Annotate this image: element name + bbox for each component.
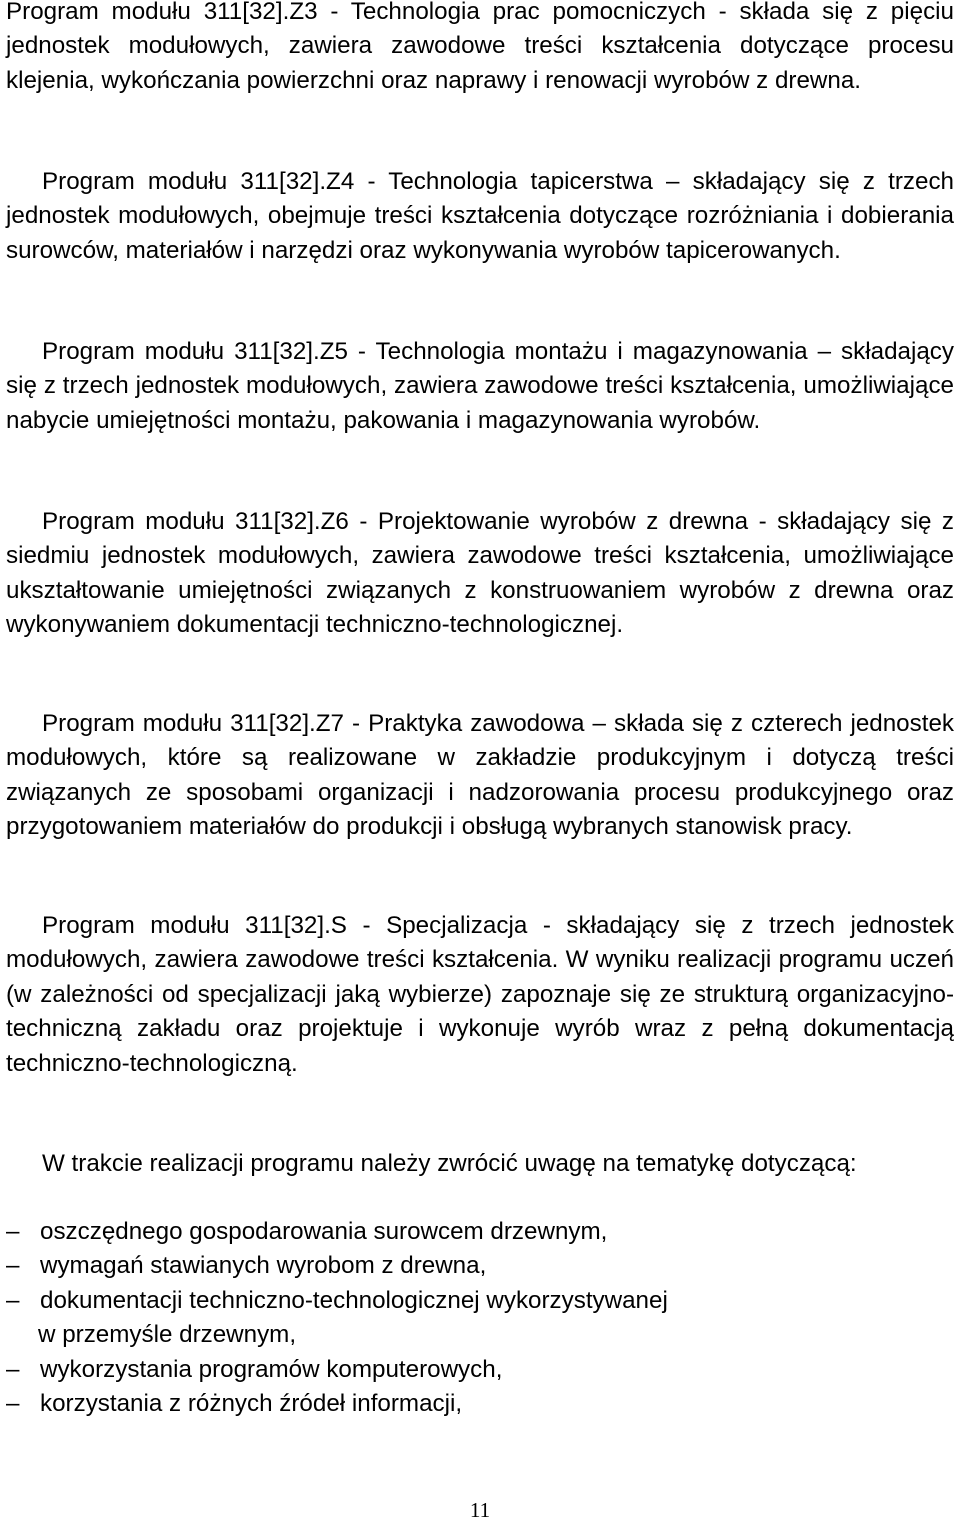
list-item [6,1387,954,1421]
dash-bullet: – [6,1252,20,1280]
list-item-text: korzystania z różnych źródeł informacji, [40,1390,463,1418]
list-item-text: w przemyśle drzewnym, [38,1321,297,1349]
list-item-continuation [6,1318,954,1352]
list-item-text: dokumentacji techniczno-technologicznej wykorzystywanej [40,1286,668,1314]
list-item [6,1215,954,1249]
paragraph-module-z7: Program modułu 311[32].Z7 - Praktyka zawodowa – składa się z czterech jednostek modułowych, które są realizowane w zakładzie produkcyjnym i dotyczą treści związanych ze sposobami organizacji i nadzorowania procesu produkcyjnego oraz przygotowaniem materiałów do produkcji i obsługą wybranych stanowisk pracy. [6,710,954,841]
list-item-text: wymagań stawianych wyrobom z drewna, [40,1252,487,1280]
list-item [6,1284,954,1318]
list-item [6,1249,954,1283]
dash-bullet: – [6,1390,20,1418]
dash-bullet: – [6,1286,20,1314]
dash-bullet: – [6,1355,20,1383]
paragraph-module-z5: Program modułu 311[32].Z5 - Technologia montażu i magazynowania – składający się z trzech jednostek modułowych, zawiera zawodowe treści kształcenia, umożliwiające nabycie umiejętności montażu, pakowania i magazynowania wyrobów. [6,338,954,434]
dash-bullet: – [6,1218,20,1245]
paragraph-module-z3: Program modułu 311[32].Z3 - Technologia prac pomocniczych - składa się z pięciu jednostek modułowych, zawiera zawodowe treści kształcenia dotyczące procesu klejenia, wykończania powierzchni oraz naprawy i renowacji wyrobów z drewna. [6,0,954,94]
topics-list [6,1215,954,1421]
list-item [6,1353,954,1387]
list-item-text: oszczędnego gospodarowania surowcem drzewnym, [40,1218,608,1245]
paragraph-module-s: Program modułu 311[32].S - Specjalizacja - składający się z trzech jednostek modułowych, zawiera zawodowe treści kształcenia. W wyniku realizacji programu uczeń (w zależności od specjalizacji jaką wybierze) zapoznaje się ze strukturą organizacyjno-techniczną zakładu oraz projektuje i wykonuje wyrób wraz z pełną dokumentacją techniczno-technologiczną. [6,912,954,1077]
paragraph-topics-intro: W trakcie realizacji programu należy zwrócić uwagę na tematykę dotyczącą: [42,1150,857,1177]
page-number: 11 [469,1498,491,1522]
paragraph-module-z4: Program modułu 311[32].Z4 - Technologia tapicerstwa – składający się z trzech jednostek modułowych, obejmuje treści kształcenia dotyczące rozróżniania i dobierania surowców, materiałów i narzędzi oraz wykonywania wyrobów tapicerowanych. [6,168,954,264]
paragraph-module-z6: Program modułu 311[32].Z6 - Projektowanie wyrobów z drewna - składający się z siedmiu jednostek modułowych, zawiera zawodowe treści kształcenia, umożliwiające ukształtowanie umiejętności związanych z konstruowaniem wyrobów z drewna oraz wykonywaniem dokumentacji techniczno-technologicznej. [6,508,954,639]
list-item-text: wykorzystania programów komputerowych, [40,1355,503,1383]
